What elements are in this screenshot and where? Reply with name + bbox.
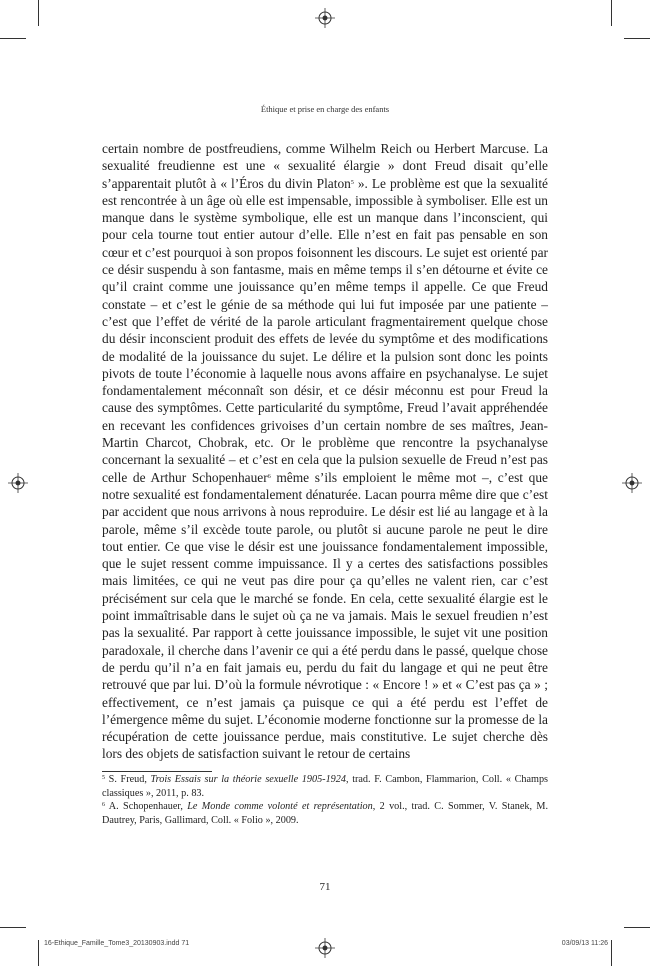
body-text-segment: certain nombre de postfreudiens, comme Wilhelm Reich ou Herbert Marcuse. La sexualité freudienne est une « sexualité élargie » dont Freud disait qu’elle s’apparentait plutôt à « l’Éros du divin Platon [102,141,548,191]
running-header: Éthique et prise en charge des enfants [260,104,390,114]
footnote-number: 6 [102,802,105,809]
footnote-ref-6: 6 [267,473,271,480]
crop-mark [0,38,26,39]
crop-mark [38,940,39,966]
slug-datetime: 03/09/13 11:26 [561,940,608,947]
crop-mark [38,0,39,26]
crop-mark [624,38,650,39]
registration-mark-icon [315,8,335,28]
footnote [102,773,548,800]
crop-mark [0,927,26,928]
footnote-ref-5: 5 [350,179,354,186]
slug-filename: 16-Ethique_Famille_Tome3_20130903.indd 71 [44,940,190,947]
crop-mark [624,927,650,928]
footnote [102,800,548,827]
footnote-title: Le Monde comme volonté et représentation [187,801,373,813]
footnote-separator [102,771,212,772]
registration-mark-icon [315,938,335,958]
footnote-text: S. Freud, [105,774,151,785]
body-text-segment: ». Le problème est que la sexualité est rencontrée à un âge où elle est impensable, impossible à symboliser. Elle est un manque dans le système symbolique, elle est un manque dans l’inconscient, qui pour cela tourne tout entier autour d’elle. Elle n’est en fait pas pensable en son cœur et c’est pourquoi à son propos foisonnent les discours. Le sujet est orienté par ce désir suspendu à son fantasme, mais en même temps il s’en détourne et évite ce qu’il craint comme une jouissance qu’en même temps il appelle. Ce que Freud constate – et c’est le génie de sa méthode qui lui fut imposée par une patiente – c’est que l’effet de vérité de la parole articulant fragmentairement quelque chose du désir inconscient produit des effets de levée du symptôme et des modifications de modalité de la jouissance du sujet. Le délire et la pulsion sont donc les points pivots de toute l’économie à laquelle nous avons affaire en psychanalyse. Le sujet fondamentalement méconnaît son désir, et ce désir méconnu est pour Freud la cause des symptômes. Cette particularité du symptôme, Freud l’avait appréhendée en recevant les confidences grivoises d’un certain nombre de ses maîtres, Jean-Martin Charcot, Chobrak, etc. Or le problème que rencontre la psychanalyse concernant la sexualité – et c’est en cela que la pulsion sexuelle de Freud n’est pas celle de Arthur Schopenhauer [102,175,548,485]
body-text-segment: même s’ils emploient le même mot –, c’est que notre sexualité est fondamentalement dénaturée. Lacan pourra même dire que c’est par accident que nous arrivons à nous reproduire. Le désir est lié au langage et à la parole, même s’il excède toute parole, ou plutôt si aucune parole ne peut le dire tout entier. Ce que vise le désir est une jouissance fondamentalement impossible, que le sujet ressent comme impuissance. Il y a certes des satisfactions possibles mais limitées, ce qui ne veut pas dire pour ça qu’elles ne valent rien, car c’est précisément sur cela que le marché se fonde. En cela, cette sexualité élargie est le point immaîtrisable dans le sujet où ça ne va jamais. Mais le sexuel freudien n’est pas la sexualité. Par rapport à cette jouissance impossible, le sujet vit une position paradoxale, il cherche dans l’avenir ce qui a été perdu dans le passé, quelque chose de perdu qu’il n’a en fait jamais eu, perdu du fait du langage et qui ne peut être retrouvé que par lui. D’où la formule névrotique : « Encore ! » et « C’est pas ça » ; effectivement, ce n’est jamais ça puisque ce qui a été perdu est l’effet de l’émergence même du sujet. L’économie moderne fonctionne sur la promesse de la récupération de cette jouissance perdue, mais constitutive. Le sujet cherche dès lors des objets de satisfaction suivant le retour de certains [102,469,549,762]
footnote-text: , trad. F. Cambon, Flammarion, Coll. « Champs classiques », 2011, p. 83. [102,774,549,799]
footnote-text: , 2 vol., trad. C. Sommer, V. Stanek, M. Dautrey, Paris, Gallimard, Coll. « Folio », 2009. [102,801,548,826]
footnote-title: Trois Essais sur la théorie sexuelle 1905-1924 [150,774,346,785]
registration-mark-icon [8,473,28,493]
crop-mark [611,940,612,966]
registration-mark-icon [622,473,642,493]
footnote-number: 5 [102,775,105,781]
page-number: 71 [319,881,331,893]
body-paragraph [102,140,548,763]
footnotes [102,773,548,827]
crop-mark [611,0,612,26]
footnote-text: A. Schopenhauer, [105,801,188,813]
